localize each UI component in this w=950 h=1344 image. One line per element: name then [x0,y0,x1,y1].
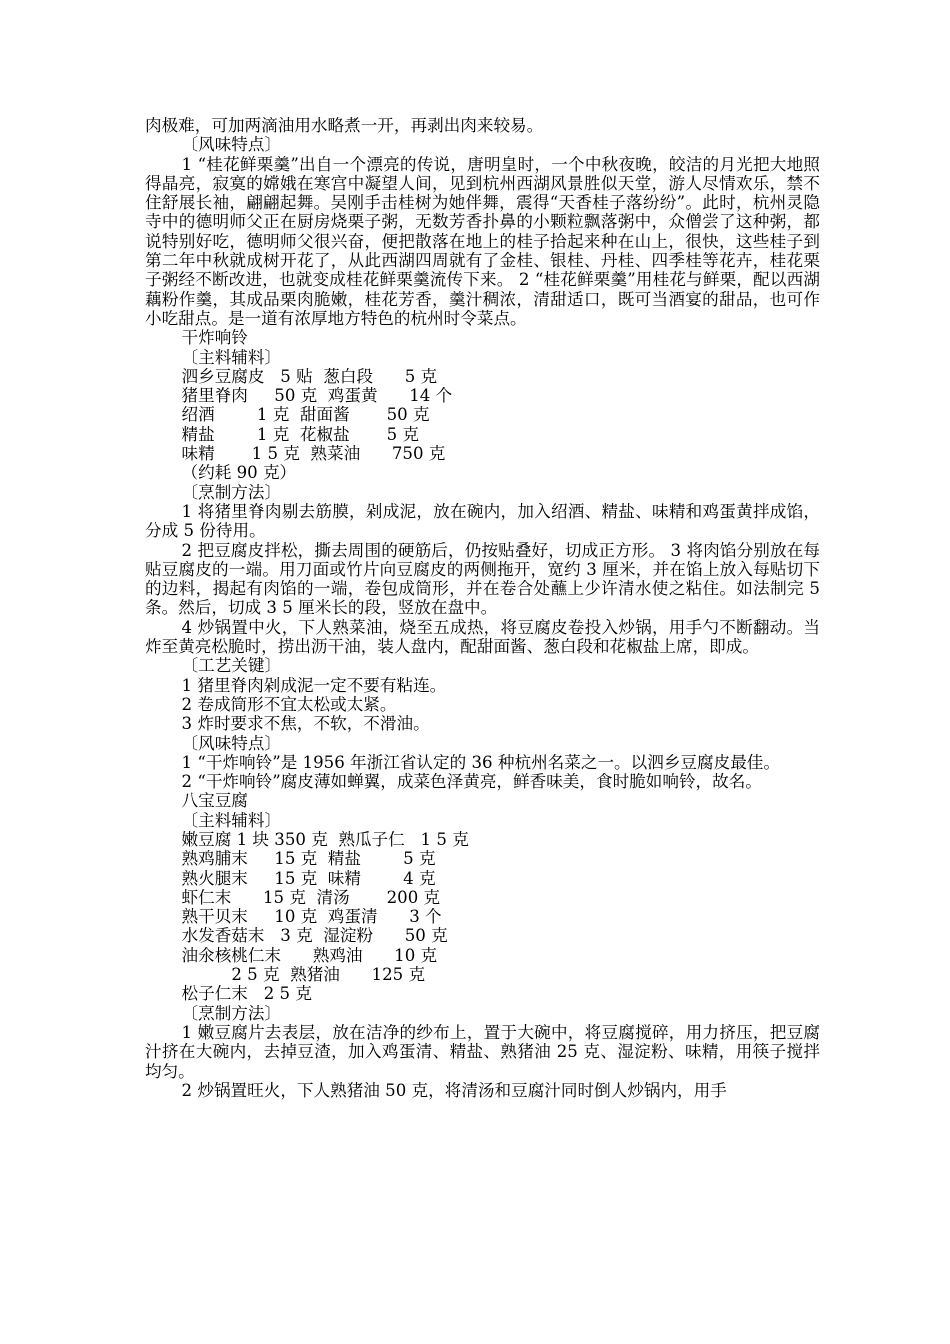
paragraph: 〔工艺关键〕 [181,656,282,676]
paragraph: 干炸响铃 [181,328,248,348]
paragraph: 水发香菇末 3 克 湿淀粉 50 克 [181,926,448,946]
paragraph: 〔风味特点〕 [181,733,282,753]
paragraph: 〔主料辅料〕 [181,810,282,830]
paragraph: 1 “桂花鲜栗羹”出自一个漂亮的传说，唐明皇时，一个中秋夜晚，皎洁的月光把大地照得晶亮，寂寞的嫦娥在寒宫中凝望人间，见到杭州西湖风景胜似天堂，游人尽情欢乐，禁不住舒展长袖，翩翩起舞。吴刚手击桂树为她伴舞，震得“天香桂子落纷纷”。此时，杭州灵隐寺中的德明师父正在厨房烧栗子粥，无数芳香扑鼻的小颗粒飘落粥中，众僧尝了这种粥，都说特别好吃，德明师父很兴奋，便把散落在地上的桂子拾起来种在山上，很快，这些桂子到第二年中秋就成树开花了，从此西湖四周就有了金桂、银桂、丹桂、四季桂等花卉，桂花栗子粥经不断改进，也就变成桂花鲜栗羹流传下来。 2 “桂花鲜栗羹”用桂花与鲜栗，配以西湖藕粉作羹，其成品栗肉脆嫩，桂花芳香，羹汁稠浓，清甜适口，既可当酒宴的甜品，也可作小吃甜点。是一道有浓厚地方特色的杭州时令菜点。 [145,154,820,328]
paragraph: （约耗 90 克） [181,463,297,483]
paragraph: 精盐 1 克 花椒盐 5 克 [181,424,420,444]
document-page [145,116,820,1100]
paragraph: 油氽核桃仁末 熟鸡油 10 克 [181,945,438,965]
paragraph: 绍酒 1 克 甜面酱 50 克 [181,405,430,425]
paragraph: 熟干贝末 10 克 鸡蛋清 3 个 [181,907,442,927]
paragraph: 〔风味特点〕 [181,135,282,155]
paragraph: 1 将猪里脊肉剔去筋膜，剁成泥，放在碗内，加入绍酒、精盐、味精和鸡蛋黄拌成馅，分成 5 份待用。 [145,501,820,541]
paragraph: 1 猪里脊肉剁成泥一定不要有粘连。 [181,675,447,695]
paragraph: 虾仁末 15 克 清汤 200 克 [181,887,441,907]
paragraph: 嫩豆腐 1 块 350 克 熟瓜子仁 1 5 克 [181,829,469,849]
paragraph: 〔烹制方法〕 [181,482,282,502]
paragraph: 2 炒锅置旺火，下人熟猪油 50 克，将清汤和豆腐汁同时倒人炒锅内，用手 [181,1080,727,1100]
paragraph: 熟火腿末 15 克 味精 4 克 [181,868,436,888]
paragraph: 2 “干炸响铃”腐皮薄如蝉翼，成菜色泽黄亮，鲜香味美，食时脆如响铃，故名。 [181,772,762,792]
paragraph: 4 炒锅置中火，下人熟菜油，烧至五成热，将豆腐皮卷投入炒锅，用手勺不断翻动。当炸至黄亮松脆时，捞出沥干油，装人盘内，配甜面酱、葱白段和花椒盐上席，即成。 [145,617,820,657]
paragraph: 〔烹制方法〕 [181,1003,282,1023]
paragraph: 猪里脊肉 50 克 鸡蛋黄 14 个 [181,386,453,406]
paragraph: 1 嫩豆腐片去表层，放在洁净的纱布上，置于大碗中，将豆腐搅碎，用力挤压，把豆腐汁挤在大碗内，去掉豆渣，加入鸡蛋清、精盐、熟猪油 25 克、湿淀粉、味精，用筷子搅拌均匀。 [145,1022,820,1081]
paragraph: 3 炸时要求不焦，不软，不滑油。 [181,714,430,734]
paragraph: 泗乡豆腐皮 5 贴 葱白段 5 克 [181,366,438,386]
paragraph: 熟鸡脯末 15 克 精盐 5 克 [181,849,436,869]
paragraph: 〔主料辅料〕 [181,347,282,367]
paragraph: 肉极难，可加两滴油用水略煮一开，再剥出肉来较易。 [145,116,544,135]
paragraph: 八宝豆腐 [181,791,248,811]
paragraph: 2 把豆腐皮拌松，撕去周围的硬筋后，仍按贴叠好，切成正方形。 3 将肉馅分别放在每贴豆腐皮的一端。用刀面或竹片向豆腐皮的两侧拖开，宽约 3 厘米，并在馅上放入每贴切下的边料，揭起有肉馅的一端，卷包成筒形，并在卷合处蘸上少许清水使之粘住。如法制完 5 条。然后，切成 3 5 厘米长的段，竖放在盘中。 [145,540,820,618]
paragraph: 味精 1 5 克 熟菜油 750 克 [181,444,446,464]
paragraph: 2 卷成筒形不宜太松或太紧。 [181,694,397,714]
paragraph: 1 “干炸响铃”是 1956 年浙江省认定的 36 种杭州名菜之一。以泗乡豆腐皮最佳。 [181,752,780,772]
paragraph: 松子仁末 2 5 克 [181,984,312,1004]
paragraph: 2 5 克 熟猪油 125 克 [231,965,426,985]
